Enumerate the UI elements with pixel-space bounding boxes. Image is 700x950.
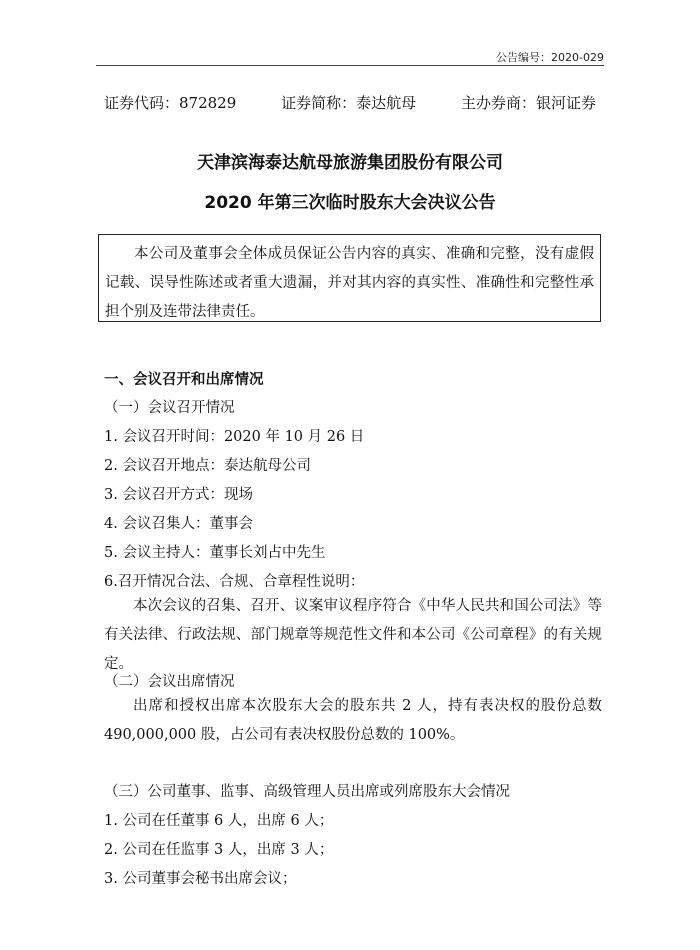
compliance-label: 6.召开情况合法、合规、合章程性说明： — [104, 574, 365, 590]
secretary-attendance: 3. 公司董事会秘书出席会议； — [104, 871, 297, 887]
meeting-host: 5. 会议主持人：董事长刘占中先生 — [104, 545, 326, 561]
subsection-heading-2: （二）会议出席情况 — [104, 674, 235, 690]
subsection-heading-1: （一）会议召开情况 — [104, 400, 235, 416]
compliance-paragraph: 本次会议的召集、召开、议案审议程序符合《中华人民共和国公司法》等有关法律、行政法规、部门规章等规范性文件和本公司《公司章程》的有关规定。 — [104, 598, 602, 672]
company-title: 天津滨海泰达航母旅游集团股份有限公司 — [197, 153, 503, 173]
stock-code: 证券代码：872829 — [104, 94, 237, 112]
meeting-time: 1. 会议召开时间：2020 年 10 月 26 日 — [104, 429, 365, 445]
securities-info-row — [104, 92, 596, 113]
sponsor-broker: 主办券商：银河证券 — [460, 94, 596, 112]
responsibility-notice-box: 本公司及董事会全体成员保证公告内容的真实、准确和完整，没有虚假记载、误导性陈述或者重大遗漏，并对其内容的真实性、准确性和完整性承担个别及连带法律责任。 — [98, 234, 601, 322]
meeting-location: 2. 会议召开地点：泰达航母公司 — [104, 458, 311, 474]
meeting-convener: 4. 会议召集人：董事会 — [104, 516, 253, 532]
section-heading: 一、会议召开和出席情况 — [104, 372, 264, 388]
header-rule — [96, 65, 604, 66]
stock-name: 证券简称：泰达航母 — [281, 94, 417, 112]
supervisors-attendance: 2. 公司在任监事 3 人，出席 3 人； — [104, 842, 334, 858]
directors-attendance: 1. 公司在任董事 6 人，出席 6 人； — [104, 813, 334, 829]
attendance-paragraph: 出席和授权出席本次股东大会的股东共 2 人，持有表决权的股份总数490,000,000 股，占公司有表决权股份总数的 100%。 — [104, 698, 602, 743]
subsection-heading-3: （三）公司董事、监事、高级管理人员出席或列席股东大会情况 — [104, 784, 510, 800]
meeting-method: 3. 会议召开方式：现场 — [104, 487, 253, 503]
document-title: 2020 年第三次临时股东大会决议公告 — [204, 193, 496, 213]
announcement-number: 公告编号：2020-029 — [496, 51, 604, 64]
